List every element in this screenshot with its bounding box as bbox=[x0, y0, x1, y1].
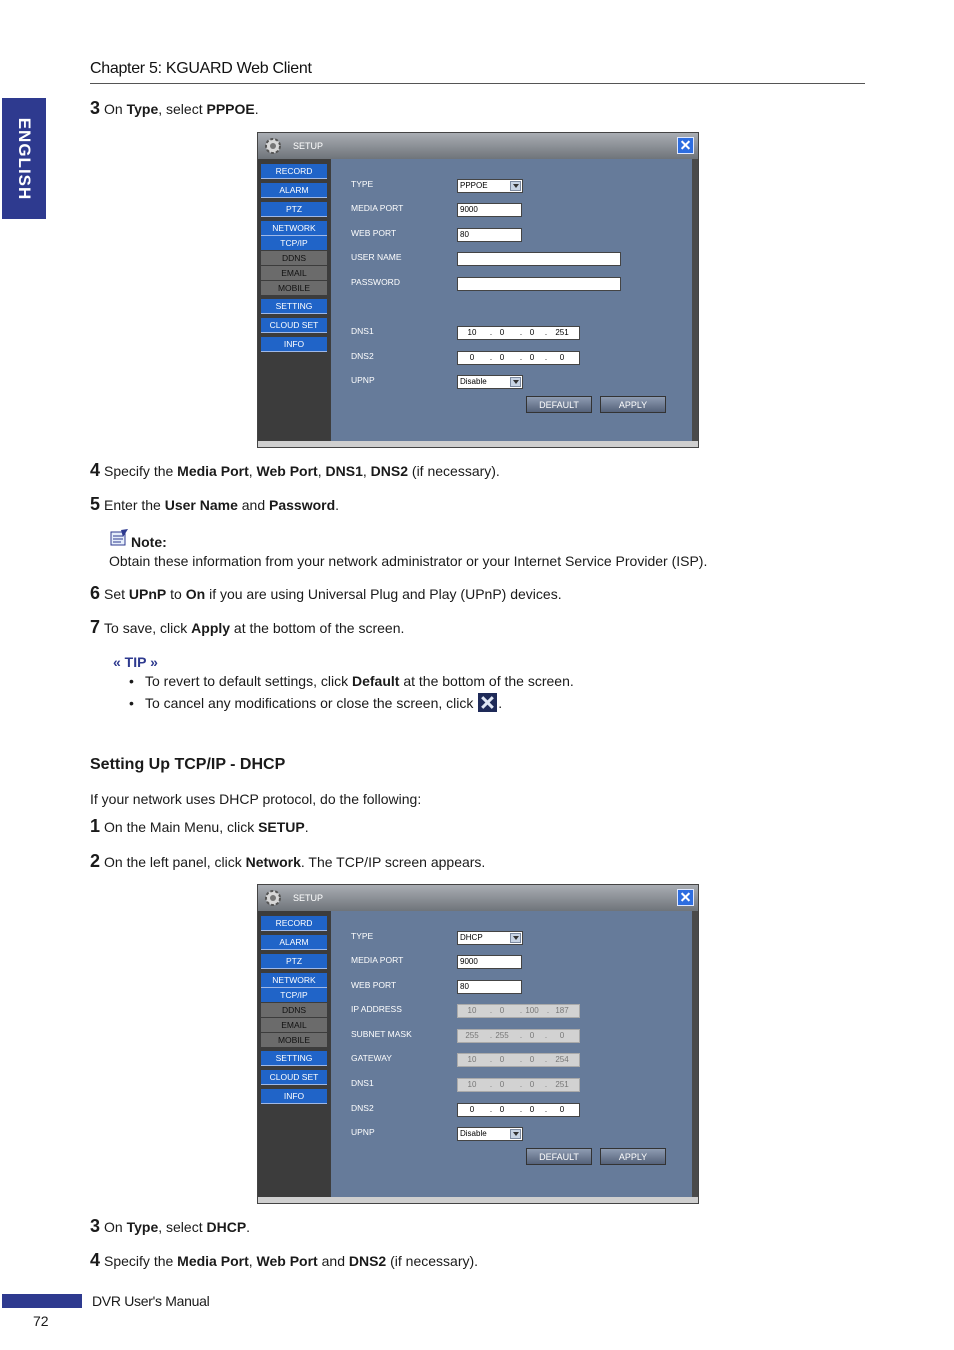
submenu-item-tcpip[interactable]: TCP/IP bbox=[261, 988, 327, 1002]
step-bold: UPnP bbox=[128, 586, 167, 602]
step-text: , bbox=[317, 463, 326, 479]
ip-octet: 0 bbox=[529, 1055, 535, 1064]
section-heading: Setting Up TCP/IP - DHCP bbox=[90, 756, 286, 773]
menu-item-network[interactable]: NETWORK bbox=[261, 973, 327, 988]
step-text: On bbox=[104, 101, 127, 117]
ip-octet: 0 bbox=[529, 1105, 535, 1114]
chapter-title: Chapter 5: KGUARD Web Client bbox=[90, 60, 312, 77]
ip-octet: 187 bbox=[555, 1006, 569, 1015]
footer-manual-title: DVR User's Manual bbox=[92, 1293, 210, 1309]
step-text: at the bottom of the screen. bbox=[230, 620, 405, 636]
web-port-input[interactable]: 80 bbox=[457, 980, 522, 994]
submenu-item-email[interactable]: EMAIL bbox=[261, 1018, 327, 1032]
apply-button[interactable]: APPLY bbox=[600, 396, 666, 413]
upnp-value: Disable bbox=[460, 1129, 487, 1138]
step-bold: Password bbox=[269, 497, 336, 513]
submenu-item-mobile[interactable]: MOBILE bbox=[261, 281, 327, 295]
menu-item-network[interactable]: NETWORK bbox=[261, 221, 327, 236]
step-bold: PPPOE bbox=[206, 101, 255, 117]
submenu-item-email[interactable]: EMAIL bbox=[261, 266, 327, 280]
step-number: 7 bbox=[90, 617, 101, 637]
step-bold: SETUP bbox=[258, 819, 305, 835]
bullet-text: at the bottom of the screen. bbox=[399, 673, 574, 689]
dns2-input[interactable]: 0 . 0 . 0 . 0 bbox=[457, 351, 580, 365]
step-text: To save, click bbox=[104, 620, 192, 636]
label-type: TYPE bbox=[351, 179, 374, 189]
step-text: . bbox=[254, 101, 259, 117]
step-text: Specify the bbox=[104, 463, 178, 479]
tip-title: « TIP » bbox=[113, 654, 158, 670]
step-number: 4 bbox=[90, 1250, 101, 1270]
step-1-dhcp bbox=[90, 816, 309, 837]
ip-octet: 0 bbox=[529, 1031, 535, 1040]
label-dns1: DNS1 bbox=[351, 326, 374, 336]
close-icon bbox=[478, 693, 497, 712]
menu-item-record[interactable]: RECORD bbox=[261, 916, 327, 931]
step-number: 3 bbox=[90, 1216, 101, 1236]
ip-octet: 0 bbox=[469, 1105, 475, 1114]
menu-item-record[interactable]: RECORD bbox=[261, 164, 327, 179]
label-media-port: MEDIA PORT bbox=[351, 203, 404, 213]
ip-octet: 0 bbox=[499, 1105, 505, 1114]
step-bold: Web Port bbox=[256, 1253, 318, 1269]
ip-octet: 251 bbox=[555, 1080, 569, 1089]
label-web-port: WEB PORT bbox=[351, 228, 397, 238]
step-text: and bbox=[317, 1253, 349, 1269]
step-text: . bbox=[246, 1219, 251, 1235]
step-text: Enter the bbox=[104, 497, 165, 513]
submenu-item-tcpip[interactable]: TCP/IP bbox=[261, 236, 327, 250]
step-text: . bbox=[304, 819, 309, 835]
label-upnp: UPNP bbox=[351, 375, 375, 385]
menu-item-alarm[interactable]: ALARM bbox=[261, 935, 327, 950]
note-title: Note: bbox=[131, 534, 167, 550]
ip-octet: 10 bbox=[467, 1080, 477, 1089]
step-bold: On bbox=[185, 586, 206, 602]
ip-octet: 0 bbox=[559, 1031, 565, 1040]
ip-octet: 255 bbox=[465, 1031, 479, 1040]
type-select[interactable] bbox=[457, 931, 523, 945]
ip-octet: 0 bbox=[529, 353, 535, 362]
bullet-bold: Default bbox=[351, 673, 400, 689]
language-tab bbox=[2, 98, 46, 219]
dns1-input[interactable]: 10 . 0 . 0 . 251 bbox=[457, 326, 580, 340]
menu-item-alarm[interactable]: ALARM bbox=[261, 183, 327, 198]
ip-octet: 251 bbox=[555, 328, 569, 337]
menu-item-setting[interactable]: SETTING bbox=[261, 299, 327, 314]
subnet-mask-input: 255 . 255 . 0 . 0 bbox=[457, 1029, 580, 1043]
step-text: and bbox=[237, 497, 270, 513]
step-bold: Apply bbox=[191, 620, 231, 636]
close-icon[interactable] bbox=[677, 137, 694, 154]
window-titlebar bbox=[258, 133, 698, 159]
label-password: PASSWORD bbox=[351, 277, 400, 287]
step-bold: DNS1 bbox=[325, 463, 363, 479]
label-dns2: DNS2 bbox=[351, 351, 374, 361]
ip-octet: 0 bbox=[499, 1080, 505, 1089]
step-bold: DNS2 bbox=[348, 1253, 387, 1269]
menu-item-setting[interactable]: SETTING bbox=[261, 1051, 327, 1066]
media-port-input[interactable]: 9000 bbox=[457, 955, 522, 969]
menu-item-cloud-set[interactable]: CLOUD SET bbox=[261, 318, 327, 333]
password-input[interactable] bbox=[457, 277, 621, 291]
submenu-item-ddns[interactable]: DDNS bbox=[261, 251, 327, 265]
section-intro: If your network uses DHCP protocol, do the following: bbox=[90, 791, 422, 807]
step-bold: Network bbox=[245, 854, 301, 870]
user-name-input[interactable] bbox=[457, 252, 621, 266]
step-text: (if necessary). bbox=[408, 463, 500, 479]
ip-octet: 0 bbox=[559, 353, 565, 362]
window-titlebar bbox=[258, 885, 698, 911]
step-text: On the Main Menu, click bbox=[104, 819, 259, 835]
label-type: TYPE bbox=[351, 931, 374, 941]
step-bold: Web Port bbox=[256, 463, 318, 479]
ip-octet: 0 bbox=[499, 1055, 505, 1064]
window-right-edge bbox=[692, 159, 698, 441]
dns1-input: 10 . 0 . 0 . 251 bbox=[457, 1078, 580, 1092]
menu-item-cloud-set[interactable]: CLOUD SET bbox=[261, 1070, 327, 1085]
ip-octet: 255 bbox=[495, 1031, 509, 1040]
step-number: 4 bbox=[90, 460, 101, 480]
step-number: 5 bbox=[90, 494, 101, 514]
ip-octet: 0 bbox=[529, 1080, 535, 1089]
step-text: to bbox=[166, 586, 186, 602]
step-6-pppoe bbox=[90, 583, 562, 604]
step-text: if you are using Universal Plug and Play (UPnP) devices. bbox=[205, 586, 562, 602]
upnp-select[interactable] bbox=[457, 1127, 523, 1141]
default-button[interactable]: DEFAULT bbox=[526, 396, 592, 413]
step-number: 2 bbox=[90, 851, 101, 871]
step-text: On the left panel, click bbox=[104, 854, 246, 870]
default-button[interactable]: DEFAULT bbox=[526, 1148, 592, 1165]
submenu-item-ddns[interactable]: DDNS bbox=[261, 1003, 327, 1017]
step-text: Set bbox=[104, 586, 129, 602]
step-4-pppoe bbox=[90, 460, 500, 481]
left-menu-panel bbox=[258, 159, 330, 441]
window-bottom-edge bbox=[258, 1197, 698, 1203]
submenu-item-mobile[interactable]: MOBILE bbox=[261, 1033, 327, 1047]
gear-icon bbox=[262, 135, 284, 157]
ip-octet: 0 bbox=[499, 353, 505, 362]
ip-octet: 0 bbox=[529, 328, 535, 337]
label-gateway: GATEWAY bbox=[351, 1053, 392, 1063]
close-icon[interactable] bbox=[677, 889, 694, 906]
ip-octet: 10 bbox=[467, 328, 477, 337]
ip-octet: 0 bbox=[559, 1105, 565, 1114]
step-bold: Media Port bbox=[177, 1253, 249, 1269]
step-bold: DHCP bbox=[206, 1219, 247, 1235]
label-user-name: USER NAME bbox=[351, 252, 402, 262]
step-text: . The TCP/IP screen appears. bbox=[300, 854, 486, 870]
step-3-dhcp bbox=[90, 1216, 250, 1237]
network-form bbox=[331, 159, 692, 441]
menu-item-info[interactable]: INFO bbox=[261, 337, 327, 352]
header-rule bbox=[90, 83, 865, 84]
ip-octet: 0 bbox=[499, 328, 505, 337]
step-2-dhcp bbox=[90, 851, 485, 872]
ip-octet: 0 bbox=[499, 1006, 505, 1015]
language-tab-label: ENGLISH bbox=[15, 117, 34, 200]
label-dns1: DNS1 bbox=[351, 1078, 374, 1088]
window-title: SETUP bbox=[293, 141, 324, 151]
ip-octet: 0 bbox=[469, 353, 475, 362]
bullet-text: . bbox=[498, 695, 503, 711]
bullet-text: To cancel any modifications or close the screen, click bbox=[145, 695, 478, 711]
upnp-select[interactable] bbox=[457, 375, 523, 389]
step-text: , bbox=[362, 463, 371, 479]
label-media-port: MEDIA PORT bbox=[351, 955, 404, 965]
chevron-down-icon[interactable] bbox=[510, 377, 521, 387]
label-upnp: UPNP bbox=[351, 1127, 375, 1137]
step-4-dhcp bbox=[90, 1250, 478, 1271]
step-text: (if necessary). bbox=[386, 1253, 479, 1269]
apply-button[interactable]: APPLY bbox=[600, 1148, 666, 1165]
step-number: 1 bbox=[90, 816, 101, 836]
gateway-input: 10 . 0 . 0 . 254 bbox=[457, 1053, 580, 1067]
note-text: Obtain these information from your network administrator or your Internet Service Provider (ISP). bbox=[109, 553, 708, 569]
footer-bar bbox=[2, 1294, 82, 1308]
note-icon bbox=[109, 529, 129, 547]
step-text: . bbox=[335, 497, 340, 513]
step-text: , select bbox=[158, 101, 207, 117]
step-5-pppoe bbox=[90, 494, 339, 515]
left-menu-panel bbox=[258, 911, 330, 1197]
step-text: On bbox=[104, 1219, 127, 1235]
step-number: 6 bbox=[90, 583, 101, 603]
menu-item-ptz[interactable]: PTZ bbox=[261, 202, 327, 217]
upnp-value: Disable bbox=[460, 377, 487, 386]
step-text: Specify the bbox=[104, 1253, 178, 1269]
ip-octet: 10 bbox=[467, 1006, 477, 1015]
web-port-input[interactable]: 80 bbox=[457, 228, 522, 242]
menu-item-ptz[interactable]: PTZ bbox=[261, 954, 327, 969]
label-dns2: DNS2 bbox=[351, 1103, 374, 1113]
page-number: 72 bbox=[33, 1313, 49, 1329]
gear-icon bbox=[262, 887, 284, 909]
label-web-port: WEB PORT bbox=[351, 980, 397, 990]
step-number: 3 bbox=[90, 98, 101, 118]
step-bold: Type bbox=[126, 101, 159, 117]
network-form bbox=[331, 911, 692, 1197]
step-bold: User Name bbox=[164, 497, 238, 513]
step-text: , select bbox=[158, 1219, 207, 1235]
type-select[interactable] bbox=[457, 179, 523, 193]
chevron-down-icon[interactable] bbox=[510, 1129, 521, 1139]
label-ip-address: IP ADDRESS bbox=[351, 1004, 402, 1014]
step-text: , bbox=[248, 463, 257, 479]
window-right-edge bbox=[692, 911, 698, 1197]
step-bold: DNS2 bbox=[370, 463, 409, 479]
chevron-down-icon[interactable] bbox=[510, 181, 521, 191]
menu-item-info[interactable]: INFO bbox=[261, 1089, 327, 1104]
step-7-pppoe bbox=[90, 617, 404, 638]
step-text: , bbox=[248, 1253, 257, 1269]
label-subnet-mask: SUBNET MASK bbox=[351, 1029, 412, 1039]
setup-window-dhcp bbox=[257, 884, 699, 1204]
ip-octet: 10 bbox=[467, 1055, 477, 1064]
step-bold: Type bbox=[126, 1219, 159, 1235]
dns2-input[interactable]: 0 . 0 . 0 . 0 bbox=[457, 1103, 580, 1117]
tip-bullet-close: • To cancel any modifications or close the screen, click . bbox=[129, 695, 503, 711]
ip-address-input: 10 . 0 . 100 . 187 bbox=[457, 1004, 580, 1018]
window-title: SETUP bbox=[293, 893, 324, 903]
media-port-input[interactable]: 9000 bbox=[457, 203, 522, 217]
ip-octet: 100 bbox=[525, 1006, 539, 1015]
type-value: PPPOE bbox=[460, 181, 488, 190]
tip-bullet-default: • To revert to default settings, click Default at the bottom of the screen. bbox=[129, 673, 574, 689]
step-bold: Media Port bbox=[177, 463, 249, 479]
type-value: DHCP bbox=[460, 933, 483, 942]
chevron-down-icon[interactable] bbox=[510, 933, 521, 943]
ip-octet: 254 bbox=[555, 1055, 569, 1064]
bullet-text: To revert to default settings, click bbox=[145, 673, 352, 689]
window-bottom-edge bbox=[258, 441, 698, 447]
step-3-pppoe bbox=[90, 98, 259, 119]
setup-window-pppoe bbox=[257, 132, 699, 448]
